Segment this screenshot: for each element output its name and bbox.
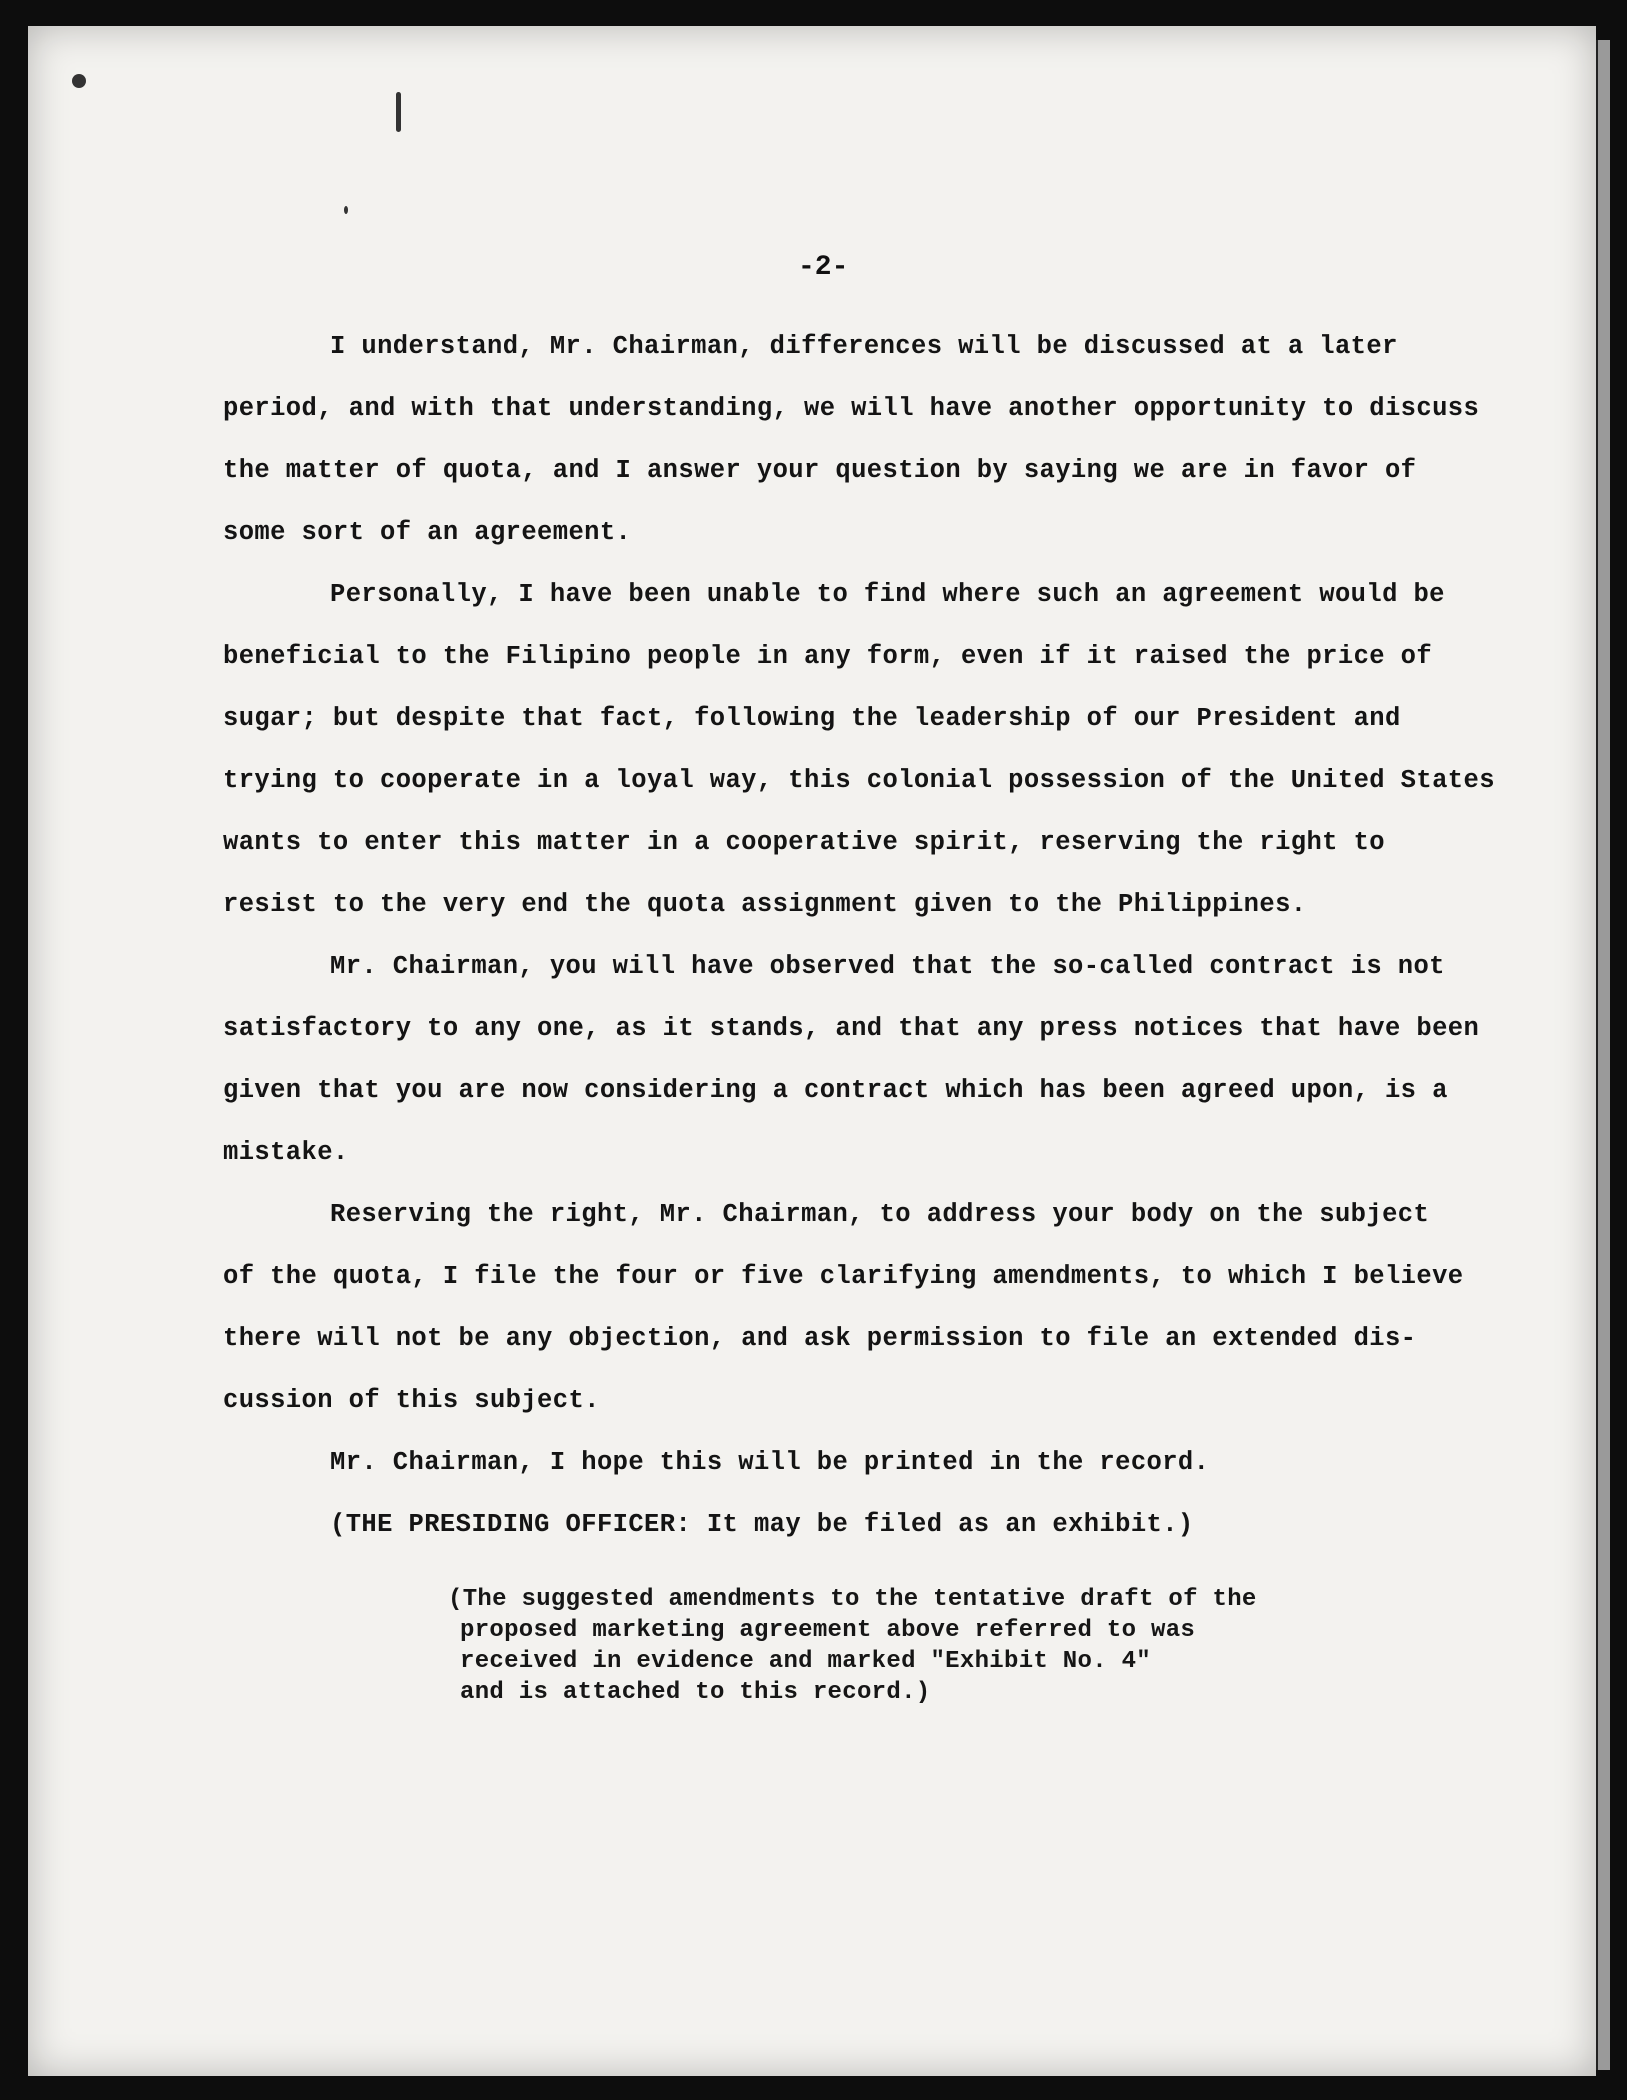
text-line: satisfactory to any one, as it stands, and that any press notices that have been [223,1014,1480,1043]
note-line: received in evidence and marked "Exhibit No. 4" [460,1648,1152,1675]
ink-spot [344,206,348,214]
document-page [28,26,1596,2076]
text-line: Mr. Chairman, you will have observed that the so-called contract is not [330,952,1445,981]
text-line: mistake. [223,1138,349,1167]
text-line: given that you are now considering a contract which has been agreed upon, is a [223,1076,1448,1105]
note-line: (The suggested amendments to the tentative draft of the [448,1586,1257,1613]
text-line: some sort of an agreement. [223,518,632,547]
text-line: beneficial to the Filipino people in any form, even if it raised the price of [223,642,1433,671]
text-line: resist to the very end the quota assignment given to the Philippines. [223,890,1307,919]
text-line: period, and with that understanding, we will have another opportunity to discuss [223,394,1480,423]
text-line: the matter of quota, and I answer your question by saying we are in favor of [223,456,1417,485]
page-number: -2- [798,252,849,283]
text-line: trying to cooperate in a loyal way, this colonial possession of the United States [223,766,1495,795]
text-line: cussion of this subject. [223,1386,600,1415]
text-line: Personally, I have been unable to find where such an agreement would be [330,580,1445,609]
text-line: I understand, Mr. Chairman, differences will be discussed at a later [330,332,1398,361]
text-line: wants to enter this matter in a cooperative spirit, reserving the right to [223,828,1385,857]
ink-spot [72,74,86,88]
text-line: there will not be any objection, and ask permission to file an extended dis- [223,1324,1417,1353]
text-line: (THE PRESIDING OFFICER: It may be filed as an exhibit.) [330,1510,1194,1539]
text-line: Mr. Chairman, I hope this will be printed in the record. [330,1448,1210,1477]
text-line: Reserving the right, Mr. Chairman, to address your body on the subject [330,1200,1430,1229]
text-line: sugar; but despite that fact, following the leadership of our President and [223,704,1401,733]
note-line: proposed marketing agreement above referred to was [460,1617,1196,1644]
note-line: and is attached to this record.) [460,1679,931,1706]
text-line: of the quota, I file the four or five clarifying amendments, to which I believe [223,1262,1464,1291]
ink-mark [396,92,401,132]
